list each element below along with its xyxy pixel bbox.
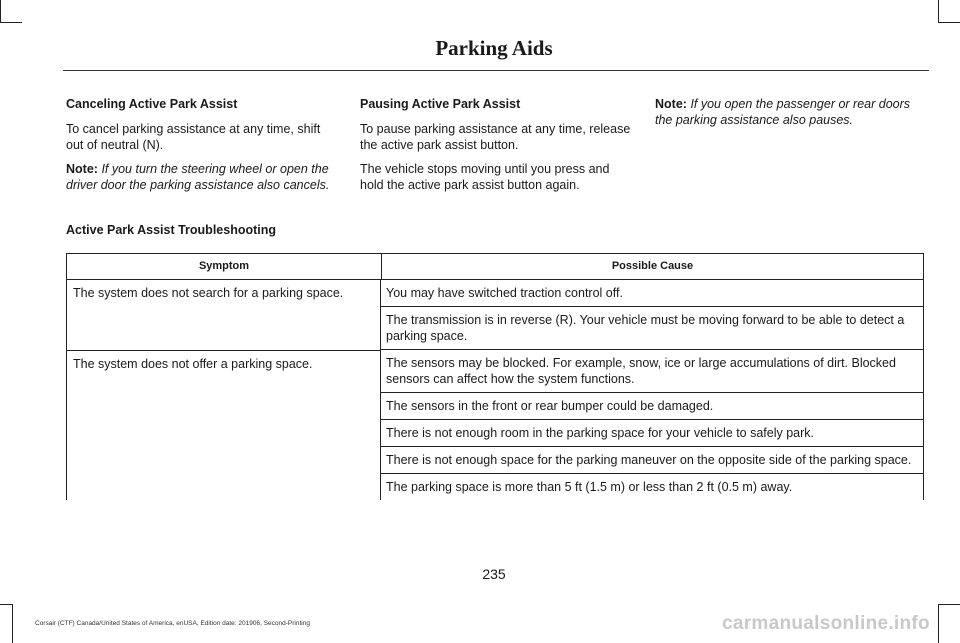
header-divider bbox=[63, 70, 929, 71]
crop-mark bbox=[12, 604, 13, 643]
page-number: 235 bbox=[482, 566, 506, 582]
page-title: Parking Aids bbox=[435, 36, 553, 60]
cause-cell: There is not enough room in the parking space for your vehicle to safely park. bbox=[380, 420, 924, 447]
column-header-symptom: Symptom bbox=[67, 254, 382, 279]
crop-mark bbox=[0, 22, 22, 23]
note-text: If you turn the steering wheel or open the driver door the parking assistance also cancels. bbox=[66, 162, 330, 192]
troubleshooting-table bbox=[66, 253, 924, 500]
crop-mark bbox=[0, 604, 13, 605]
note-label: Note: bbox=[66, 162, 98, 176]
footer-text: Corsair (CTF) Canada/United States of America, enUSA, Edition date: 201906, Second-Printing bbox=[35, 620, 310, 627]
symptom-cell: The system does not offer a parking space. bbox=[66, 350, 380, 500]
table-header bbox=[66, 253, 924, 280]
crop-mark bbox=[938, 604, 960, 605]
note-text: If you open the passenger or rear doors the parking assistance also pauses. bbox=[655, 97, 911, 127]
crop-mark bbox=[0, 0, 1, 22]
crop-mark bbox=[938, 604, 939, 643]
right-column bbox=[655, 96, 927, 136]
watermark: carmanualsonline.info bbox=[722, 613, 930, 634]
cause-cell: The parking space is more than 5 ft (1.5 m) or less than 2 ft (0.5 m) away. bbox=[380, 474, 924, 500]
pausing-text-1: To pause parking assistance at any time, release the active park assist button. bbox=[360, 122, 631, 152]
table-row bbox=[66, 350, 924, 500]
crop-mark bbox=[938, 0, 939, 22]
table-row bbox=[66, 280, 924, 350]
canceling-note bbox=[66, 161, 338, 193]
cause-cell: The sensors may be blocked. For example, snow, ice or large accumulations of dirt. Blocked sensors can affect how the system functions. bbox=[380, 350, 924, 393]
troubleshooting-heading: Active Park Assist Troubleshooting bbox=[66, 223, 277, 237]
cause-cell: The sensors in the front or rear bumper could be damaged. bbox=[380, 393, 924, 420]
column-header-cause: Possible Cause bbox=[611, 260, 694, 272]
canceling-heading: Canceling Active Park Assist bbox=[66, 97, 238, 111]
cause-cell: You may have switched traction control off. bbox=[380, 280, 924, 307]
symptom-cell: The system does not search for a parking space. bbox=[66, 280, 380, 350]
pausing-text-2: The vehicle stops moving until you press and hold the active park assist button again. bbox=[360, 162, 610, 192]
left-column bbox=[66, 96, 338, 201]
canceling-text: To cancel parking assistance at any time, shift out of neutral (N). bbox=[66, 122, 321, 152]
cause-cell: The transmission is in reverse (R). Your vehicle must be moving forward to be able to detect a parking space. bbox=[380, 307, 924, 350]
cause-cell: There is not enough space for the parking maneuver on the opposite side of the parking space. bbox=[380, 447, 924, 474]
pausing-note bbox=[655, 96, 927, 128]
middle-column bbox=[360, 96, 632, 201]
crop-mark bbox=[938, 22, 960, 23]
note-label: Note: bbox=[655, 97, 687, 111]
pausing-heading: Pausing Active Park Assist bbox=[360, 97, 521, 111]
